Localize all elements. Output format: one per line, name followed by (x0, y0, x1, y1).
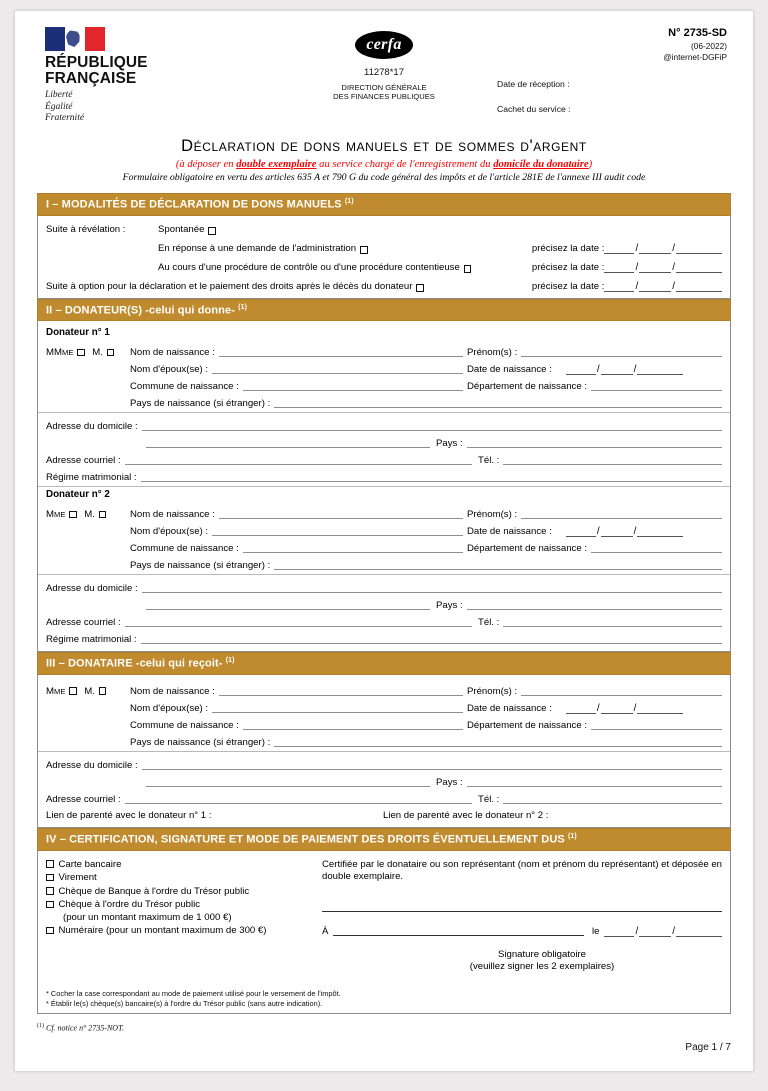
checkbox-virement[interactable] (46, 874, 54, 882)
option-deces-row (46, 281, 722, 292)
divider (38, 574, 730, 575)
donateur1-commune-label: Commune de naissance : (130, 381, 239, 393)
checkbox-procedure-controle[interactable] (464, 265, 472, 273)
donataire-nom-label: Nom de naissance : (130, 685, 215, 697)
precisez-date-label-2: précisez la date : (531, 261, 605, 273)
divider (38, 486, 730, 487)
donataire-civility: MME M. (46, 686, 130, 697)
lien-parente-2-input[interactable] (552, 809, 722, 820)
le-label: le (591, 925, 600, 937)
date-field-3[interactable]: / / (604, 282, 722, 292)
representant-name-input[interactable] (322, 898, 722, 912)
donateur1-checkbox-mme[interactable] (77, 349, 85, 357)
section-2-body (37, 321, 731, 652)
donataire-commune-label: Commune de naissance : (130, 719, 239, 731)
donataire-identity (46, 680, 722, 731)
donateur2-courriel-label: Adresse courriel : (46, 617, 121, 629)
donateur1-pays-label: Pays : (436, 438, 463, 450)
donataire-departement-label: Département de naissance : (467, 719, 587, 731)
section-1-heading-note: (1) (344, 198, 354, 205)
form-number: N° 2735-SD (668, 27, 727, 39)
donateur2-nom-label: Nom de naissance : (130, 509, 215, 521)
donateur1-epoux-label: Nom d'époux(se) : (130, 364, 209, 376)
lieu-date-row (322, 923, 722, 937)
option-controle-label: Au cours d'une procédure de contrôle ou d'une procédure contentieuse (158, 261, 460, 273)
section-1 (37, 193, 731, 299)
payment-cheque-row[interactable] (46, 899, 312, 910)
direction-line1: DIRECTION GÉNÉRALE (341, 83, 427, 92)
revelation-demande-row (46, 243, 722, 254)
donateur1-nom-input[interactable] (219, 346, 463, 357)
section-3 (37, 652, 731, 828)
donateur2-prenom-label: Prénom(s) : (467, 509, 518, 521)
checkbox-option-deces[interactable] (416, 284, 424, 292)
donateur2-departement-input[interactable] (591, 542, 722, 553)
donataire-prenom-input[interactable] (521, 685, 722, 696)
section-4 (37, 828, 731, 1014)
donateur1-departement-input[interactable] (591, 380, 722, 391)
donateur1-adresse-label: Adresse du domicile : (46, 421, 138, 433)
payment-carte-bancaire-row[interactable] (46, 859, 312, 870)
subtitle-red-emphasis2: domicile du donataire (493, 159, 589, 170)
section-3-body (37, 675, 731, 828)
section-1-heading-text: I – MODALITÉS DE DÉCLARATION DE DONS MANUELS (46, 198, 342, 211)
donataire-epoux-input[interactable] (212, 702, 463, 713)
checkbox-carte-bancaire[interactable] (46, 860, 54, 868)
donateur2-commune-row (46, 537, 463, 554)
donateur1-pays-input[interactable] (467, 437, 722, 448)
donateur1-epoux-row (46, 358, 463, 375)
revelation-controle-row (46, 262, 722, 273)
donateur2-courriel-tel-row (46, 611, 722, 628)
donataire-tel-input[interactable] (503, 793, 722, 804)
payment-virement-label: Virement (58, 872, 97, 884)
section-3-heading-text: III – DONATAIRE -celui qui reçoit- (46, 657, 223, 670)
certification-block (318, 859, 722, 973)
date-reception-label: Date de réception : (497, 79, 570, 89)
section-2-heading-text: II – DONATEUR(S) -celui qui donne- (46, 304, 235, 317)
donataire-pays-label: Pays : (436, 776, 463, 788)
document-page (14, 10, 754, 1072)
option-spontanee-label: Spontanée (158, 223, 205, 235)
divider (38, 751, 730, 752)
donateur2-epoux-row (46, 520, 463, 537)
subtitle-red (37, 159, 731, 170)
donateur2-paysnaiss-input[interactable] (274, 559, 722, 570)
donataire-departement-row (467, 714, 722, 731)
donataire-m-label: M. (84, 685, 95, 697)
donateur2-regime-row (46, 628, 722, 645)
donataire-adresse-row (46, 754, 722, 771)
signature-block (322, 949, 722, 973)
donateur2-tel-label: Tél. : (478, 617, 500, 629)
donateur-2-identity (46, 503, 722, 554)
donateur1-courriel-label: Adresse courriel : (46, 455, 121, 467)
donateur1-epoux-input[interactable] (212, 363, 463, 374)
section-2-heading-note: (1) (238, 303, 247, 311)
donataire-paysnaiss-input[interactable] (274, 736, 722, 747)
donateur1-prenom-row (467, 341, 722, 358)
donateur2-courriel-input[interactable] (125, 616, 472, 627)
donataire-adresse2-pays-row (46, 771, 722, 788)
donateur2-nom-input[interactable] (219, 508, 463, 519)
donateur1-datenaiss-input[interactable]: / / (566, 365, 684, 375)
form-identity-block (497, 27, 727, 114)
donateur1-datenaiss-row (467, 358, 722, 375)
donateur1-checkbox-m[interactable] (107, 349, 115, 357)
donataire-departement-input[interactable] (591, 719, 722, 730)
donateur1-paysnaiss-input[interactable] (274, 397, 722, 408)
legal-reference: Formulaire obligatoire en vertu des articles 635 A et 790 G du code général des impôts et de l'article 281E de l'annexe III audit code (122, 172, 646, 183)
payment-notes (46, 989, 722, 1009)
cachet-service-label: Cachet du service : (497, 104, 571, 114)
motto-fraternite: Fraternité (45, 113, 85, 123)
date-field-1[interactable]: / / (604, 244, 722, 254)
cerfa-logo: cerfa (355, 31, 413, 59)
donateur2-tel-input[interactable] (503, 616, 722, 627)
lien-parente-1-label: Lien de parenté avec le donateur n° 1 : (46, 809, 212, 821)
divider (38, 412, 730, 413)
document-header (37, 27, 731, 135)
payment-methods-list (46, 859, 318, 973)
revelation-spontanee-row (46, 224, 722, 235)
donataire-pays-input[interactable] (467, 776, 722, 787)
donataire-courriel-tel-row (46, 788, 722, 805)
payment-cheque-sublabel: (pour un montant maximum de 1 000 €) (63, 911, 232, 923)
date-field-2[interactable]: / / (604, 263, 722, 273)
payment-numeraire-label: Numéraire (pour un montant maximum de 300 €) (58, 925, 267, 937)
donateur2-paysnaiss-row (46, 554, 722, 571)
republique-line2: FRANÇAISE (45, 69, 137, 87)
donataire-courriel-input[interactable] (125, 793, 472, 804)
checkbox-spontanee[interactable] (208, 227, 216, 235)
direction-line2: DES FINANCES PUBLIQUES (333, 92, 435, 102)
donateur1-civility: MMME M. (46, 347, 130, 358)
form-version: (06-2022) (691, 41, 727, 51)
donateur2-civility: MME M. (46, 509, 130, 520)
cerfa-number: 11278*17 (364, 67, 404, 78)
donateur1-departement-row (467, 375, 722, 392)
donateur2-commune-label: Commune de naissance : (130, 543, 239, 555)
section-2 (37, 299, 731, 653)
donateur1-courriel-tel-row (46, 449, 722, 466)
option-demande-label: En réponse à une demande de l'administration (158, 242, 357, 254)
payment-cheque-banque-row[interactable] (46, 886, 312, 897)
subtitle-red-part1: (à déposer en (175, 159, 237, 170)
donataire-epoux-row (46, 697, 463, 714)
donateur1-tel-label: Tél. : (478, 455, 500, 467)
donateur2-nom-row (46, 503, 463, 520)
payment-note-1: * Cocher la case correspondant au mode de paiement utilisé pour le versement de l'impôt. (46, 988, 341, 998)
donateur2-checkbox-m[interactable] (99, 511, 107, 519)
donateur1-regime-label: Régime matrimonial : (46, 472, 137, 484)
payment-cheque-banque-label: Chèque de Banque à l'ordre du Trésor public (58, 885, 250, 897)
donataire-adresse-label: Adresse du domicile : (46, 759, 138, 771)
donateur2-departement-label: Département de naissance : (467, 543, 587, 555)
donataire-nom-input[interactable] (219, 685, 463, 696)
form-channel: @internet-DGFiP (663, 52, 727, 62)
checkbox-demande-administration[interactable] (360, 246, 368, 254)
signature-line2: (veuillez signer les 2 exemplaires) (469, 960, 615, 972)
a-label: À (322, 925, 329, 937)
signature-line1: Signature obligatoire (497, 948, 586, 960)
donataire-courriel-label: Adresse courriel : (46, 793, 121, 805)
donataire-prenom-label: Prénom(s) : (467, 685, 518, 697)
certification-text: Certifiée par le donataire ou son représentant (nom et prénom du représentant) et déposée en double exemplaire. (322, 858, 722, 883)
donataire-epoux-label: Nom d'époux(se) : (130, 702, 209, 714)
subtitle-red-emphasis1: double exemplaire (236, 159, 317, 170)
section-4-heading-text: IV – CERTIFICATION, SIGNATURE ET MODE DE PAIEMENT DES DROITS ÉVENTUELLEMENT DUS (46, 833, 565, 846)
payment-cheque-label: Chèque à l'ordre du Trésor public (58, 899, 201, 911)
donateur1-adresse2-pays-row (46, 432, 722, 449)
donateur-1-identity (46, 341, 722, 392)
donataire-nom-row (46, 680, 463, 697)
donateur2-adresse-line2-input[interactable] (146, 599, 430, 610)
donataire-commune-row (46, 714, 463, 731)
donateur1-nom-row (46, 341, 463, 358)
donateur2-regime-label: Régime matrimonial : (46, 634, 137, 646)
payment-note-2: * Établir le(s) chèque(s) bancaire(s) à l'ordre du Trésor public (sans autre indication). (46, 998, 323, 1008)
donataire-checkbox-m[interactable] (99, 687, 107, 695)
donateur1-commune-input[interactable] (243, 380, 463, 391)
donateur1-prenom-label: Prénom(s) : (467, 347, 518, 359)
donataire-prenom-row (467, 680, 722, 697)
donataire-adresse-input[interactable] (142, 759, 722, 770)
section-2-heading (37, 299, 731, 322)
suite-revelation-label: Suite à révélation : (46, 223, 126, 235)
signature-date-input[interactable]: / / (604, 927, 722, 937)
section-1-body (37, 216, 731, 299)
payment-carte-bancaire-label: Carte bancaire (58, 858, 122, 870)
precisez-date-label-1: précisez la date : (531, 242, 605, 254)
section-3-heading (37, 652, 731, 675)
checkbox-numeraire[interactable] (46, 927, 54, 935)
section-4-heading-note: (1) (567, 832, 577, 840)
donateur1-paysnaiss-label: Pays de naissance (si étranger) : (130, 398, 271, 410)
footnote (37, 1023, 731, 1033)
donataire-tel-label: Tél. : (478, 793, 500, 805)
payment-virement-row[interactable] (46, 872, 312, 883)
donataire-commune-input[interactable] (243, 719, 463, 730)
donateur2-prenom-row (467, 503, 722, 520)
checkbox-cheque-banque[interactable] (46, 887, 54, 895)
donateur2-pays-label: Pays : (436, 600, 463, 612)
checkbox-cheque-tresor[interactable] (46, 901, 54, 909)
donateur2-epoux-label: Nom d'époux(se) : (130, 526, 209, 538)
donateur2-commune-input[interactable] (243, 542, 463, 553)
lien-parente-2-label: Lien de parenté avec le donateur n° 2 : (383, 809, 549, 821)
lieu-input[interactable] (333, 923, 584, 936)
donateur2-regime-input[interactable] (141, 633, 722, 644)
donataire-datenaiss-label: Date de naissance : (467, 702, 552, 714)
title-block (37, 137, 731, 183)
section-4-body (37, 851, 731, 1014)
donataire-datenaiss-row (467, 697, 722, 714)
donateur1-adresse-input[interactable] (142, 420, 722, 431)
donateur1-regime-row (46, 466, 722, 483)
donataire-datenaiss-input[interactable]: / / (566, 704, 684, 714)
motto-egalite: Égalité (45, 101, 73, 112)
footnote-text: Cf. notice n° 2735-NOT. (46, 1023, 124, 1033)
donateur1-m-label: M. (92, 347, 103, 359)
donateur1-adresse-line2-input[interactable] (146, 437, 430, 448)
motto-liberte: Liberté (45, 90, 73, 100)
donateur1-commune-row (46, 375, 463, 392)
payment-numeraire-row[interactable] (46, 925, 312, 936)
donateur1-paysnaiss-row (46, 392, 722, 409)
donateur2-paysnaiss-label: Pays de naissance (si étranger) : (130, 560, 271, 572)
page-number: Page 1 / 7 (685, 1042, 731, 1054)
donateur2-m-label: M. (84, 509, 95, 521)
donateur2-adresse-label: Adresse du domicile : (46, 583, 138, 595)
donateur2-pays-input[interactable] (467, 599, 722, 610)
donataire-checkbox-mme[interactable] (69, 687, 77, 695)
donateur1-prenom-input[interactable] (521, 346, 722, 357)
subtitle-red-part2: au service chargé de l'enregistrement du (316, 159, 494, 170)
donateur1-nom-label: Nom de naissance : (130, 347, 215, 359)
donateur2-adresse-input[interactable] (142, 582, 722, 593)
donateur-1-title: Donateur n° 1 (46, 327, 110, 339)
lien-parente-row (46, 805, 722, 821)
donateur2-departement-row (467, 537, 722, 554)
donataire-paysnaiss-row (46, 731, 722, 748)
republique-line1: RÉPUBLIQUE (45, 54, 148, 71)
donateur2-adresse-row (46, 577, 722, 594)
section-1-heading (37, 193, 731, 216)
donateur1-courriel-input[interactable] (125, 454, 472, 465)
donateur2-adresse2-pays-row (46, 594, 722, 611)
donateur1-adresse-row (46, 415, 722, 432)
donateur1-datenaiss-label: Date de naissance : (467, 364, 552, 376)
donateur1-departement-label: Département de naissance : (467, 381, 587, 393)
donateur2-prenom-input[interactable] (521, 508, 722, 519)
section-4-heading (37, 828, 731, 851)
footnote-marker: (1) (37, 1022, 44, 1029)
subtitle-red-part3: ) (588, 159, 593, 170)
section-3-heading-note: (1) (225, 657, 235, 665)
donateur1-tel-input[interactable] (503, 454, 722, 465)
donateur2-datenaiss-row (467, 520, 722, 537)
donateur2-datenaiss-input[interactable]: / / (566, 527, 684, 537)
donateur-2-title: Donateur n° 2 (46, 489, 110, 501)
precisez-date-label-3: précisez la date : (531, 280, 605, 292)
donateur2-datenaiss-label: Date de naissance : (467, 526, 552, 538)
donataire-adresse-line2-input[interactable] (146, 776, 430, 787)
page-title: Déclaration de dons manuels et de sommes d'argent (181, 137, 587, 155)
donataire-paysnaiss-label: Pays de naissance (si étranger) : (130, 736, 271, 748)
option-deces-label: Suite à option pour la déclaration et le paiement des droits après le décès du donateur (46, 280, 413, 292)
donateur1-regime-input[interactable] (141, 471, 722, 482)
donateur2-checkbox-mme[interactable] (69, 511, 77, 519)
lien-parente-1-input[interactable] (215, 809, 377, 820)
donateur2-epoux-input[interactable] (212, 525, 463, 536)
